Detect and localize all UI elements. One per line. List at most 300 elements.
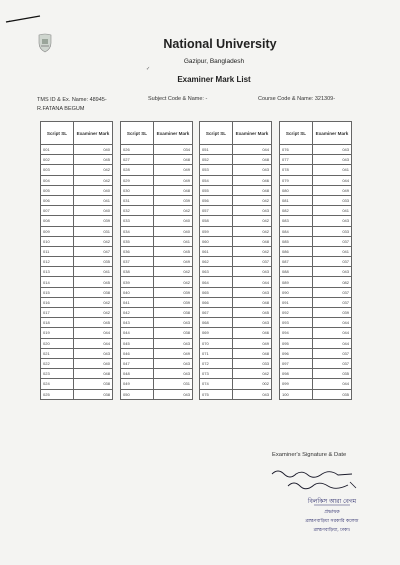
examiner-mark-cell: 043 [233, 206, 272, 216]
examiner-mark-cell: 044 [74, 338, 113, 348]
script-sl-cell: 012 [41, 257, 74, 267]
script-sl-cell: 100 [280, 389, 313, 399]
table-row [41, 308, 113, 318]
table-row [280, 175, 352, 185]
examiner-mark-cell: 042 [233, 369, 272, 379]
table-row [280, 155, 352, 165]
table-row [121, 277, 193, 287]
examiner-mark-cell: 037 [233, 257, 272, 267]
examiner-mark-cell: 043 [313, 216, 352, 226]
subject-info: Subject Code & Name: - [148, 96, 208, 102]
script-sl-cell: 013 [41, 267, 74, 277]
script-sl-cell: 084 [280, 226, 313, 236]
script-sl-cell: 037 [121, 257, 154, 267]
university-name: National University [163, 37, 277, 51]
header-examiner-mark: Examiner Mark [233, 122, 272, 145]
script-sl-cell: 056 [200, 195, 233, 205]
table-row [121, 348, 193, 358]
script-sl-cell: 097 [280, 358, 313, 368]
table-row [280, 195, 352, 205]
script-sl-cell: 087 [280, 257, 313, 267]
script-sl-cell: 014 [41, 277, 74, 287]
table-row [41, 389, 113, 399]
table-row [200, 257, 272, 267]
script-sl-cell: 019 [41, 328, 74, 338]
examiner-mark-cell: 049 [154, 165, 193, 175]
table-row [280, 287, 352, 297]
script-sl-cell: 052 [200, 155, 233, 165]
script-sl-cell: 077 [280, 155, 313, 165]
header-examiner-mark: Examiner Mark [74, 122, 113, 145]
table-row [121, 145, 193, 155]
examiner-mark-cell: 038 [74, 287, 113, 297]
table-row [121, 318, 193, 328]
handwritten-signature [268, 466, 358, 492]
examiner-mark-cell: 082 [313, 277, 352, 287]
table-row [41, 318, 113, 328]
script-sl-cell: 045 [121, 338, 154, 348]
table-row [41, 277, 113, 287]
examiner-mark-cell: 046 [233, 175, 272, 185]
table-row [121, 226, 193, 236]
script-sl-cell: 048 [121, 369, 154, 379]
script-sl-cell: 027 [121, 155, 154, 165]
table-row [41, 195, 113, 205]
table-row [121, 185, 193, 195]
script-sl-cell: 036 [121, 246, 154, 256]
mark-table-1 [40, 121, 113, 400]
table-row [280, 226, 352, 236]
table-row [280, 358, 352, 368]
script-sl-cell: 088 [280, 267, 313, 277]
table-row [280, 308, 352, 318]
examiner-mark-cell: 035 [74, 257, 113, 267]
table-row [121, 308, 193, 318]
script-sl-cell: 091 [280, 297, 313, 307]
table-row [121, 379, 193, 389]
examiner-mark-cell: 044 [313, 175, 352, 185]
examiner-mark-cell: 041 [74, 267, 113, 277]
script-sl-cell: 042 [121, 308, 154, 318]
examiner-mark-cell: 040 [74, 206, 113, 216]
table-row [121, 267, 193, 277]
examiner-mark-cell: 043 [313, 267, 352, 277]
script-sl-cell: 007 [41, 206, 74, 216]
examiner-mark-cell: 045 [74, 155, 113, 165]
examiner-mark-cell: 045 [74, 318, 113, 328]
script-sl-cell: 058 [200, 216, 233, 226]
table-row [200, 379, 272, 389]
script-sl-cell: 025 [41, 389, 74, 399]
examiner-mark-cell: 048 [233, 155, 272, 165]
script-sl-cell: 043 [121, 318, 154, 328]
examiner-mark-cell: 043 [74, 348, 113, 358]
table-row [41, 287, 113, 297]
script-sl-cell: 032 [121, 206, 154, 216]
script-sl-cell: 004 [41, 175, 74, 185]
table-row [200, 216, 272, 226]
table-row [200, 277, 272, 287]
examiner-mark-cell: 038 [74, 379, 113, 389]
examiner-mark-cell: 037 [313, 297, 352, 307]
examiner-mark-cell: 042 [74, 297, 113, 307]
table-row [280, 389, 352, 399]
table-row [200, 328, 272, 338]
examiner-mark-cell: 037 [313, 348, 352, 358]
examiner-mark-cell: 048 [233, 185, 272, 195]
examiner-mark-cell: 044 [313, 338, 352, 348]
table-row [121, 246, 193, 256]
examiner-mark-cell: 039 [74, 216, 113, 226]
examiner-mark-cell: 037 [313, 358, 352, 368]
table-row [200, 267, 272, 277]
script-sl-cell: 011 [41, 246, 74, 256]
table-row [121, 338, 193, 348]
course-info: Course Code & Name: 321309- [258, 96, 336, 102]
table-row [41, 236, 113, 246]
table-row [41, 155, 113, 165]
examiner-mark-cell: 042 [74, 308, 113, 318]
examiner-mark-cell: 045 [154, 246, 193, 256]
examiner-mark-cell: 042 [74, 236, 113, 246]
examiner-mark-cell: 039 [154, 195, 193, 205]
script-sl-cell: 029 [121, 175, 154, 185]
examiner-mark-cell: 043 [313, 155, 352, 165]
script-sl-cell: 071 [200, 348, 233, 358]
examiner-mark-cell: 037 [313, 236, 352, 246]
table-row [41, 165, 113, 175]
script-sl-cell: 001 [41, 145, 74, 155]
script-sl-cell: 082 [280, 206, 313, 216]
script-sl-cell: 083 [280, 216, 313, 226]
script-sl-cell: 015 [41, 287, 74, 297]
table-row [41, 185, 113, 195]
script-sl-cell: 062 [200, 257, 233, 267]
table-row [41, 369, 113, 379]
script-sl-cell: 078 [280, 165, 313, 175]
table-row [121, 216, 193, 226]
examiner-mark-cell: 048 [233, 297, 272, 307]
examiner-mark-cell: 038 [154, 328, 193, 338]
mark-table-2 [120, 121, 193, 400]
table-row [121, 257, 193, 267]
table-row [121, 155, 193, 165]
table-row [121, 175, 193, 185]
examiner-mark-cell: 039 [154, 297, 193, 307]
script-sl-cell: 016 [41, 297, 74, 307]
examiner-mark-cell: 049 [154, 348, 193, 358]
examiner-mark-cell: 049 [313, 185, 352, 195]
table-row [280, 165, 352, 175]
examiner-mark-cell: 048 [154, 155, 193, 165]
examiner-info: TMS ID & Ex. Name: 48945- R.FATANA BEGUM [37, 97, 107, 112]
mark-table-3 [199, 121, 272, 400]
examiner-mark-cell: 043 [233, 318, 272, 328]
examiner-mark-cell: 043 [233, 287, 272, 297]
examiner-mark-cell: 046 [233, 328, 272, 338]
script-sl-cell: 040 [121, 287, 154, 297]
script-sl-cell: 009 [41, 226, 74, 236]
script-sl-cell: 070 [200, 338, 233, 348]
examiner-mark-cell: 043 [154, 369, 193, 379]
header-script-sl: Script SL [41, 122, 74, 145]
examiner-mark-cell: 047 [74, 246, 113, 256]
examiner-mark-cell: 033 [313, 195, 352, 205]
table-row [200, 338, 272, 348]
table-row [200, 185, 272, 195]
examiner-mark-cell: 042 [233, 226, 272, 236]
table-row [41, 145, 113, 155]
script-sl-cell: 020 [41, 338, 74, 348]
script-sl-cell: 041 [121, 297, 154, 307]
table-row [41, 338, 113, 348]
table-row [280, 236, 352, 246]
script-sl-cell: 003 [41, 165, 74, 175]
examiner-mark-cell: 037 [313, 287, 352, 297]
table-row [200, 308, 272, 318]
examiner-mark-cell: 034 [154, 145, 193, 155]
examiner-mark-cell: 042 [74, 175, 113, 185]
signature-label: Examiner's Signature & Date [272, 452, 347, 458]
table-row [41, 267, 113, 277]
script-sl-cell: 022 [41, 358, 74, 368]
script-sl-cell: 010 [41, 236, 74, 246]
examiner-mark-cell: 039 [154, 287, 193, 297]
table-row [280, 338, 352, 348]
script-sl-cell: 064 [200, 277, 233, 287]
script-sl-cell: 059 [200, 226, 233, 236]
script-sl-cell: 092 [280, 308, 313, 318]
examiner-mark-cell: 043 [154, 358, 193, 368]
examiner-mark-cell: 035 [313, 369, 352, 379]
header-script-sl: Script SL [280, 122, 313, 145]
script-sl-cell: 067 [200, 308, 233, 318]
table-row [41, 206, 113, 216]
table-row [41, 246, 113, 256]
examiner-mark-cell: 041 [313, 206, 352, 216]
script-sl-cell: 069 [200, 328, 233, 338]
stamp-line-2: প্রভাষক [324, 509, 340, 515]
examiner-mark-cell: 041 [154, 236, 193, 246]
examiner-mark-cell: 049 [154, 175, 193, 185]
table-row [200, 348, 272, 358]
table-row [280, 379, 352, 389]
script-sl-cell: 002 [41, 155, 74, 165]
table-row [121, 389, 193, 399]
table-row [41, 328, 113, 338]
university-location: Gazipur, Bangladesh [183, 58, 245, 65]
table-row [121, 358, 193, 368]
table-row [121, 287, 193, 297]
examiner-mark-cell: 048 [154, 185, 193, 195]
script-sl-cell: 061 [200, 246, 233, 256]
table-row [200, 175, 272, 185]
mark-table-4 [279, 121, 352, 400]
examiner-mark-cell: 044 [313, 379, 352, 389]
table-row [41, 348, 113, 358]
examiner-mark-cell: 040 [154, 216, 193, 226]
script-sl-cell: 030 [121, 185, 154, 195]
table-row [200, 287, 272, 297]
script-sl-cell: 076 [280, 145, 313, 155]
pen-stroke-mark [4, 14, 44, 24]
script-sl-cell: 008 [41, 216, 74, 226]
examiner-mark-cell: 042 [74, 165, 113, 175]
script-sl-cell: 060 [200, 236, 233, 246]
examiner-mark-cell: 043 [154, 389, 193, 399]
script-sl-cell: 033 [121, 216, 154, 226]
table-row [41, 226, 113, 236]
table-row [200, 358, 272, 368]
script-sl-cell: 044 [121, 328, 154, 338]
table-row [41, 216, 113, 226]
script-sl-cell: 035 [121, 236, 154, 246]
examiner-mark-cell: 040 [74, 145, 113, 155]
script-sl-cell: 074 [200, 379, 233, 389]
script-sl-cell: 085 [280, 236, 313, 246]
table-row [280, 246, 352, 256]
script-sl-cell: 005 [41, 185, 74, 195]
script-sl-cell: 046 [121, 348, 154, 358]
table-row [200, 246, 272, 256]
script-sl-cell: 054 [200, 175, 233, 185]
table-row [200, 297, 272, 307]
script-sl-cell: 080 [280, 185, 313, 195]
examiner-mark-cell: 048 [74, 369, 113, 379]
table-row [121, 369, 193, 379]
examiner-mark-cell: 048 [233, 236, 272, 246]
table-row [280, 216, 352, 226]
script-sl-cell: 066 [200, 297, 233, 307]
table-row [41, 297, 113, 307]
script-sl-cell: 079 [280, 175, 313, 185]
table-row [280, 297, 352, 307]
script-sl-cell: 093 [280, 318, 313, 328]
examiner-mark-cell: 040 [154, 226, 193, 236]
table-row [41, 379, 113, 389]
examiner-mark-cell: 002 [233, 379, 272, 389]
stamp-line-3: ব্রাহ্মণবাড়িয়া সরকারি কলেজ [305, 519, 359, 524]
examiner-mark-cell: 041 [313, 246, 352, 256]
examiner-mark-cell: 031 [74, 226, 113, 236]
script-sl-cell: 018 [41, 318, 74, 328]
table-row [200, 236, 272, 246]
script-sl-cell: 090 [280, 287, 313, 297]
examiner-mark-cell: 041 [74, 195, 113, 205]
script-sl-cell: 034 [121, 226, 154, 236]
script-sl-cell: 055 [200, 185, 233, 195]
table-row [280, 277, 352, 287]
script-sl-cell: 072 [200, 358, 233, 368]
table-row [280, 348, 352, 358]
header-examiner-mark: Examiner Mark [154, 122, 193, 145]
script-sl-cell: 075 [200, 389, 233, 399]
script-sl-cell: 023 [41, 369, 74, 379]
stamp-line-4: ব্রাহ্মণবাড়িয়া, ঢাকা। [313, 528, 351, 533]
examiner-mark-cell: 043 [154, 338, 193, 348]
examiner-mark-cell: 041 [313, 165, 352, 175]
examiner-mark-cell: 045 [74, 277, 113, 287]
script-sl-cell: 017 [41, 308, 74, 318]
examiner-mark-cell: 044 [313, 328, 352, 338]
examiner-mark-cell: 043 [233, 267, 272, 277]
table-row [200, 195, 272, 205]
table-row [280, 369, 352, 379]
table-row [200, 165, 272, 175]
table-row [280, 328, 352, 338]
script-sl-cell: 028 [121, 165, 154, 175]
script-sl-cell: 026 [121, 145, 154, 155]
table-row [200, 155, 272, 165]
table-row [200, 318, 272, 328]
script-sl-cell: 057 [200, 206, 233, 216]
examiner-mark-cell: 048 [233, 348, 272, 358]
examiner-mark-cell: 049 [233, 338, 272, 348]
examiner-mark-cell: 044 [233, 277, 272, 287]
script-sl-cell: 086 [280, 246, 313, 256]
script-sl-cell: 051 [200, 145, 233, 155]
script-sl-cell: 006 [41, 195, 74, 205]
examiner-mark-cell: 042 [233, 246, 272, 256]
table-row [200, 226, 272, 236]
table-row [121, 195, 193, 205]
script-sl-cell: 089 [280, 277, 313, 287]
table-row [200, 206, 272, 216]
script-sl-cell: 098 [280, 369, 313, 379]
script-sl-cell: 063 [200, 267, 233, 277]
examiner-mark-cell: 049 [154, 257, 193, 267]
table-row [121, 297, 193, 307]
examiner-mark-cell: 042 [154, 267, 193, 277]
examiner-mark-cell: 043 [313, 145, 352, 155]
table-row [121, 236, 193, 246]
table-row [280, 206, 352, 216]
stamp-line-1: বিলকিস আরা বেগম [307, 498, 357, 505]
script-sl-cell: 095 [280, 338, 313, 348]
table-row [280, 145, 352, 155]
header-script-sl: Script SL [200, 122, 233, 145]
examiner-mark-cell: 038 [74, 389, 113, 399]
script-sl-cell: 096 [280, 348, 313, 358]
document-title: Examiner Mark List [177, 75, 251, 84]
script-sl-cell: 068 [200, 318, 233, 328]
header-script-sl: Script SL [121, 122, 154, 145]
table-row [121, 165, 193, 175]
examiner-mark-cell: 042 [154, 277, 193, 287]
table-row [200, 369, 272, 379]
examiner-mark-cell: 039 [313, 308, 352, 318]
table-row [41, 358, 113, 368]
examiner-mark-cell: 031 [154, 379, 193, 389]
examiner-mark-cell: 033 [313, 226, 352, 236]
table-row [280, 318, 352, 328]
script-sl-cell: 050 [121, 389, 154, 399]
table-row [41, 257, 113, 267]
examiner-mark-cell: 042 [233, 216, 272, 226]
examiner-mark-cell: 042 [154, 206, 193, 216]
script-sl-cell: 039 [121, 277, 154, 287]
table-row [121, 206, 193, 216]
examiner-mark-cell: 044 [233, 145, 272, 155]
table-row [280, 257, 352, 267]
table-row [121, 328, 193, 338]
header-examiner-mark: Examiner Mark [313, 122, 352, 145]
script-sl-cell: 047 [121, 358, 154, 368]
examiner-mark-cell: 045 [233, 308, 272, 318]
examiner-mark-cell: 037 [313, 257, 352, 267]
examiner-mark-cell: 040 [74, 358, 113, 368]
table-row [280, 267, 352, 277]
